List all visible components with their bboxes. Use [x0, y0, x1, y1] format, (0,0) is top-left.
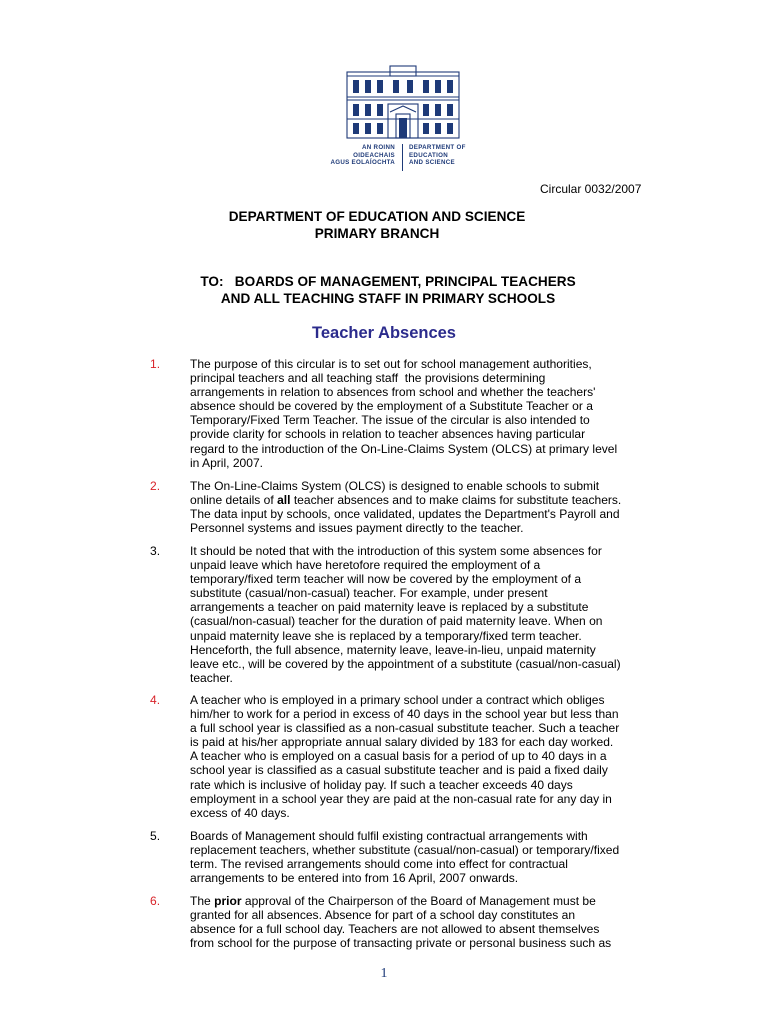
- paragraph-text: A teacher who is employed in a primary school under a contract which obliges him/her to work for a period in excess of 40 days in the school year but less than a full school year is classified as a non-casual substitute teacher. Such a teacher is paid at his/her appropriate annual salary divided by 183 for each day worked. A teacher who is employed on a casual basis for a period of up to 40 days in a school year is classified as a casual substitute teacher and is paid a fixed daily rate which is inclusive of holiday pay. If such a teacher exceeds 40 days employment in a school year they are paid at the non-casual rate for any day in excess of 40 days.: [190, 693, 620, 820]
- department-logo: [320, 64, 486, 176]
- logo-irish-text: AN ROINN OIDEACHAIS AGUS EOLAÍOCHTA: [330, 144, 395, 166]
- paragraph-number: 4.: [150, 693, 161, 707]
- paragraph-number: 2.: [150, 479, 161, 493]
- paragraph-text: Boards of Management should fulfil existing contractual arrangements with replacement teachers, whether substitute (casual/non-casual) or temporary/fixed term. The revised arrangements should come into effect for contractual arrangements to be entered into from 16 April, 2007 onwards.: [190, 829, 620, 886]
- paragraph-text: The On-Line-Claims System (OLCS) is designed to enable schools to submit online details of all teacher absences and to make claims for substitute teachers. The data input by schools, once validated, updates the Department's Payroll and Personnel systems and issues payment directly to the teacher.: [190, 479, 622, 536]
- logo-divider: [402, 144, 403, 171]
- paragraph-text: It should be noted that with the introduction of this system some absences for unpaid leave which have heretofore required the employment of a temporary/fixed term teacher will now be covered by the employment of a substitute (casual/non-casual) teacher. For example, under present arrangements a teacher on paid maternity leave is replaced by a substitute (casual/non-casual) teacher for the duration of paid maternity leave. When on unpaid maternity leave she is replaced by a temporary/fixed term teacher. Henceforth, the full absence, maternity leave, leave-in-lieu, unpaid maternity leave etc., will be covered by the appointment of a substitute (casual/non-casual) teacher.: [190, 544, 621, 685]
- paragraph-text: The purpose of this circular is to set out for school management authorities, principal teachers and all teaching staff the provisions determining arrangements in relation to absences from school and whether the teachers' absence should be covered by the employment of a Substitute Teacher or a Temporary/Fixed Term Teacher. The issue of the circular is also intended to provide clarity for schools in relation to teacher absences having particular regard to the introduction of the On-Line-Claims System (OLCS) at primary level in April, 2007.: [190, 357, 618, 470]
- paragraph-number: 1.: [150, 357, 161, 371]
- paragraph-number: 3.: [150, 544, 161, 558]
- building-icon: [346, 64, 460, 140]
- page-number: 1: [380, 966, 388, 981]
- paragraph-text: The prior approval of the Chairperson of the Board of Management must be granted for all absences. Absence for part of a school day constitutes an absence for a full school day. Teachers are not allowed to absent themselves from school for the purpose of transacting private or personal business such as: [190, 894, 612, 951]
- department-heading: DEPARTMENT OF EDUCATION AND SCIENCE PRIMARY BRANCH: [228, 209, 526, 241]
- addressee-heading: TO: BOARDS OF MANAGEMENT, PRINCIPAL TEACHERS AND ALL TEACHING STAFF IN PRIMARY SCHOOLS: [200, 274, 576, 306]
- document-title: Teacher Absences: [312, 324, 456, 342]
- paragraph-number: 5.: [150, 829, 161, 843]
- paragraph-number: 6.: [150, 894, 161, 908]
- circular-number: Circular 0032/2007: [540, 182, 642, 196]
- logo-english-text: DEPARTMENT OF EDUCATION AND SCIENCE: [409, 144, 466, 166]
